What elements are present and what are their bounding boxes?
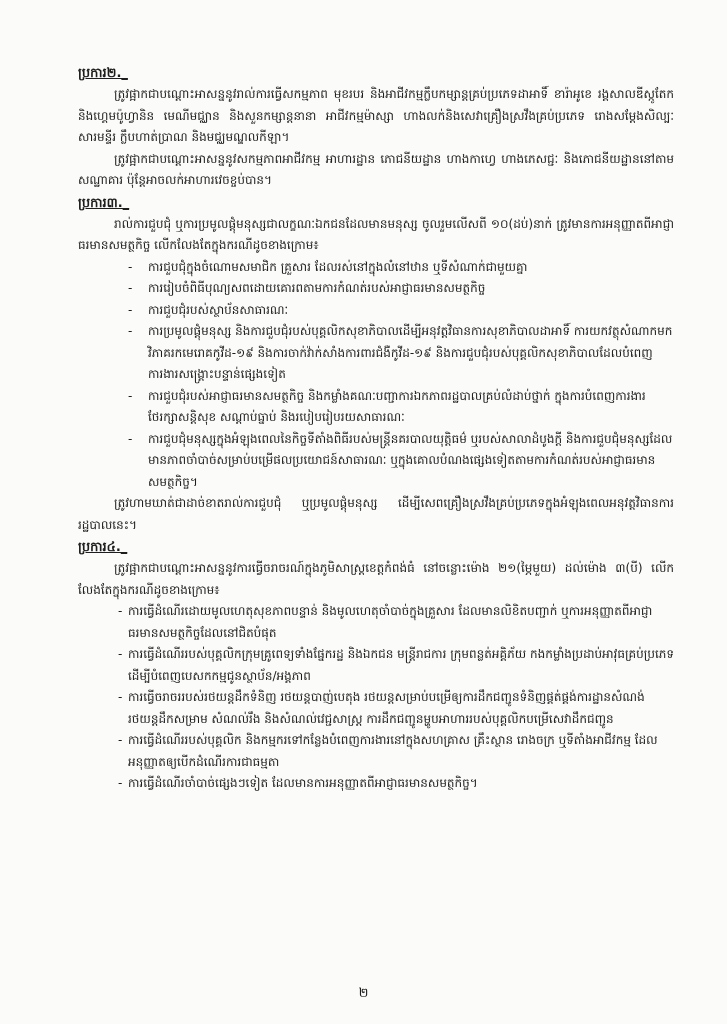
list-item: - ការជួបជុំរបស់ស្ថាប័នសាធារណៈ [128, 302, 289, 317]
list-item-text: ការប្រមូលផ្តុំមនុស្ស និងការជួបជុំរបស់បុគ្គលិកសុខាភិបាលដើម្បីអនុវត្តវិធានការសុខាភិបាលដាអាទិ៍ ការយកវត្ថុសំណាកមកវិភាគរកមេរោគកូវីដ-១៩ និងការចាក់វ៉ាក់សាំងការពារជំងឺកូវីដ-១៩ និងការជួបជុំរបស់បុគ្គលិកសុខាភិបាលដែលបំពេញការងារសង្គ្រោះបន្ទាន់ផ្សេងទៀត [148, 324, 673, 381]
list-item-text: ការធ្វើដំណើរចាំបាច់ផ្សេងៗទៀត ដែលមានការអនុញ្ញាតពីអាជ្ញាធរមានសមត្ថកិច្ច។ [128, 776, 478, 790]
section-3-intro: រាល់ការជួបជុំ ឬការប្រមូលផ្តុំមនុស្សជាលក្ខណៈឯកជនដែលមានមនុស្ស ចូលរួមលើសពី ១០(ដប់)នាក់ ត្រូវមានការអនុញ្ញាតពីអាជ្ញាធរមានសមត្ថកិច្ច លើកលែងតែក្នុងករណីដូចខាងក្រោម៖ [78, 216, 674, 252]
list-item-text: ការជួបជុំមនុស្សក្នុងអំឡុងពេលនៃកិច្ចទីតាំងពិធីរបស់មន្ត្រីនគរបាលយុត្តិធម៌ ឬរបស់សាលាដំបូងក្តី និងការជួបជុំមនុស្សដែលមានភាពចាំបាច់សម្រាប់បម្រើផលប្រយោជន៍សាធារណៈ ឬក្នុងគោលបំណងផ្សេងទៀតតាមការកំណត់របស់អាជ្ញាធរមានសមត្ថកិច្ច។ [148, 431, 673, 489]
section-3-heading: ប្រការ៣._ [78, 195, 130, 211]
list-item: - ការធ្វើដំណើរចាំបាច់ផ្សេងៗទៀត ដែលមានការអនុញ្ញាតពីអាជ្ញាធរមានសមត្ថកិច្ច។ [118, 776, 478, 790]
list-item: - ការធ្វើដំណើរដោយមូលហេតុសុខភាពបន្ទាន់ និងមូលហេតុចាំបាច់ក្នុងគ្រួសារ ដែលមានលិខិតបញ្ជាក់ ឬការអនុញ្ញាតពីអាជ្ញាធរមានសមត្ថកិច្ចដែលនៅជិតបំផុត [118, 604, 653, 640]
list-item: - ការប្រមូលផ្តុំមនុស្ស និងការជួបជុំរបស់បុគ្គលិកសុខាភិបាលដើម្បីអនុវត្តវិធានការសុខាភិបាលដាអាទិ៍ ការយកវត្ថុសំណាកមកវិភាគរកមេរោគកូវីដ-១៩ និងការចាក់វ៉ាក់សាំងការពារជំងឺកូវីដ-១៩ និងការជួបជុំរបស់បុគ្គលិកសុខាភិបាលដែលបំពេញការងារសង្គ្រោះបន្ទាន់ផ្សេងទៀត [128, 324, 673, 381]
list-item-text: ការជួបជុំរបស់អាជ្ញាធរមានសមត្ថកិច្ច និងកម្លាំងគណៈបញ្ជាការឯកភាពរដ្ឋបាលគ្រប់លំដាប់ថ្នាក់ ក្នុងការបំពេញការងារថែរក្សាសន្តិសុខ សណ្តាប់ធ្នាប់ និងរបៀបរៀបរយសាធារណៈ [148, 388, 646, 424]
list-item: - ការធ្វើចរាចររបស់រថយន្តដឹកទំនិញ រថយន្តបាញ់បេតុង រថយន្តសម្រាប់បម្រើឲ្យការដឹកជញ្ជូនទំនិញផ្គត់ផ្គង់ការដ្ឋានសំណង់ រថយន្តដឹកសម្រាម សំណល់រឹង និងសំណល់វេជ្ជសាស្ត្រ ការដឹកជញ្ជូនម្ហូបអាហាររបស់បុគ្គលិកបម្រើសេវាដឹកជញ្ជូន [118, 690, 645, 726]
section-3-list [78, 257, 674, 494]
list-item-text: ការធ្វើដំណើរដោយមូលហេតុសុខភាពបន្ទាន់ និងមូលហេតុចាំបាច់ក្នុងគ្រួសារ ដែលមានលិខិតបញ្ជាក់ ឬការអនុញ្ញាតពីអាជ្ញាធរមានសមត្ថកិច្ចដែលនៅជិតបំផុត [128, 604, 653, 640]
list-item-text: ការធ្វើដំណើររបស់បុគ្គលិក និងកម្មករទៅកន្លែងបំពេញការងារនៅក្នុងសហគ្រាស គ្រឹះស្ថាន រោងចក្រ ឬទីតាំងអាជីវកម្ម ដែលអនុញ្ញាតឲ្យបើកដំណើរការជាធម្មតា [128, 733, 658, 769]
section-4-list [78, 601, 674, 795]
list-item-text: ការរៀបចំពិធីបុណ្យសពដោយគោរពតាមការកំណត់របស់អាជ្ញាធរមានសមត្ថកិច្ច [148, 281, 486, 295]
list-item-text: ការធ្វើចរាចររបស់រថយន្តដឹកទំនិញ រថយន្តបាញ់បេតុង រថយន្តសម្រាប់បម្រើឲ្យការដឹកជញ្ជូនទំនិញផ្គត់ផ្គង់ការដ្ឋានសំណង់ រថយន្តដឹកសម្រាម សំណល់រឹង និងសំណល់វេជ្ជសាស្ត្រ ការដឹកជញ្ជូនម្ហូបអាហាររបស់បុគ្គលិកបម្រើសេវាដឹកជញ្ជូន [128, 690, 645, 726]
section-4-intro: ត្រូវផ្អាកជាបណ្តោះអាសន្ននូវការធ្វើចរាចរណ៍ក្នុងភូមិសាស្ត្រខេត្តកំពង់ធំ នៅចន្លោះម៉ោង ២១(ម្ភៃមួយ) ដល់ម៉ោង ៣(បី) លើកលែងតែក្នុងករណីដូចខាងក្រោម៖ [78, 561, 674, 597]
document-body [78, 62, 674, 795]
section-3-closing: ត្រូវហាមឃាត់ជាដាច់ខាតរាល់ការជួបជុំ ឬប្រមូលផ្តុំមនុស្ស ដើម្បីសេពគ្រឿងស្រវឹងគ្រប់ប្រភេទក្នុងអំឡុងពេលអនុវត្តវិធានការរដ្ឋបាលនេះ។ [78, 496, 674, 532]
section-2-paragraph: ត្រូវផ្អាកជាបណ្តោះអាសន្ននូវរាល់ការធ្វើសកម្មភាព មុខរបរ និងអាជីវកម្មក្លឹបកម្សាន្តគ្រប់ប្រភេទដាអាទិ៍ ខារ៉ាអូខេ រង្គសាលឌីស្កូតែក និងហ្គេមប៉ូហ្វានិន មេណីមជ្ឈាន និងសួនកម្សាន្តនានា អាជីវកម្មម៉ាស្សា ហាងលក់និងសេវាគ្រឿងស្រវឹងគ្រប់ប្រភេទ រោងសម្តែងសិល្បៈ សារមន្ទីរ ក្លឹបហាត់ប្រាណ និងមជ្ឈមណ្ឌលកីឡា។ [78, 87, 674, 144]
list-item: - ការធ្វើដំណើររបស់បុគ្គលិក និងកម្មករទៅកន្លែងបំពេញការងារនៅក្នុងសហគ្រាស គ្រឹះស្ថាន រោងចក្រ ឬទីតាំងអាជីវកម្ម ដែលអនុញ្ញាតឲ្យបើកដំណើរការជាធម្មតា [118, 733, 658, 769]
list-item-text: ការជួបជុំក្នុងចំណោមសមាជិក គ្រួសារ ដែលរស់នៅក្នុងលំនៅឋាន ឬទីសំណាក់ជាមួយគ្នា [148, 259, 528, 274]
list-item-text: ការជួបជុំរបស់ស្ថាប័នសាធារណៈ [148, 302, 289, 317]
section-2-paragraph: ត្រូវផ្អាកជាបណ្តោះអាសន្ននូវសកម្មភាពអាជីវកម្ម អាហារដ្ឋាន ភោជនីយដ្ឋាន ហាងកាហ្វេ ហាងភេសជ្ជៈ និងភោជនីយដ្ឋាននៅតាមសណ្ឋាគារ ប៉ុន្តែអាចលក់អាហារវេចខ្ចប់បាន។ [78, 151, 674, 187]
section-2-heading: ប្រការ២._ [78, 66, 128, 81]
list-item: - ការជួបជុំមនុស្សក្នុងអំឡុងពេលនៃកិច្ចទីតាំងពិធីរបស់មន្ត្រីនគរបាលយុត្តិធម៌ ឬរបស់សាលាដំបូងក្តី និងការជួបជុំមនុស្សដែលមានភាពចាំបាច់សម្រាប់បម្រើផលប្រយោជន៍សាធារណៈ ឬក្នុងគោលបំណងផ្សេងទៀតតាមការកំណត់របស់អាជ្ញាធរមានសមត្ថកិច្ច។ [128, 431, 673, 489]
list-item: - ការជួបជុំរបស់អាជ្ញាធរមានសមត្ថកិច្ច និងកម្លាំងគណៈបញ្ជាការឯកភាពរដ្ឋបាលគ្រប់លំដាប់ថ្នាក់ ក្នុងការបំពេញការងារថែរក្សាសន្តិសុខ សណ្តាប់ធ្នាប់ និងរបៀបរៀបរយសាធារណៈ [128, 388, 646, 424]
page-number: ២ [358, 986, 369, 1001]
list-item-text: ការធ្វើដំណើររបស់បុគ្គលិកក្រុមគ្រូពេទ្យទាំងផ្នែករដ្ឋ និងឯកជន មន្ត្រីរាជការ ក្រុមពន្លត់អគ្គិភ័យ កងកម្លាំងប្រដាប់អាវុធគ្រប់ប្រភេទដើម្បីបំពេញបេសកកម្មជូនស្ថាប័ន/អង្គភាព [128, 647, 674, 683]
list-item: - ការរៀបចំពិធីបុណ្យសពដោយគោរពតាមការកំណត់របស់អាជ្ញាធរមានសមត្ថកិច្ច [128, 281, 486, 295]
list-item: - ការធ្វើដំណើររបស់បុគ្គលិកក្រុមគ្រូពេទ្យទាំងផ្នែករដ្ឋ និងឯកជន មន្ត្រីរាជការ ក្រុមពន្លត់អគ្គិភ័យ កងកម្លាំងប្រដាប់អាវុធគ្រប់ប្រភេទដើម្បីបំពេញបេសកកម្មជូនស្ថាប័ន/អង្គភាព [118, 647, 674, 683]
list-item: - ការជួបជុំក្នុងចំណោមសមាជិក គ្រួសារ ដែលរស់នៅក្នុងលំនៅឋាន ឬទីសំណាក់ជាមួយគ្នា [128, 259, 528, 274]
section-4-heading: ប្រការ៤._ [78, 540, 128, 555]
